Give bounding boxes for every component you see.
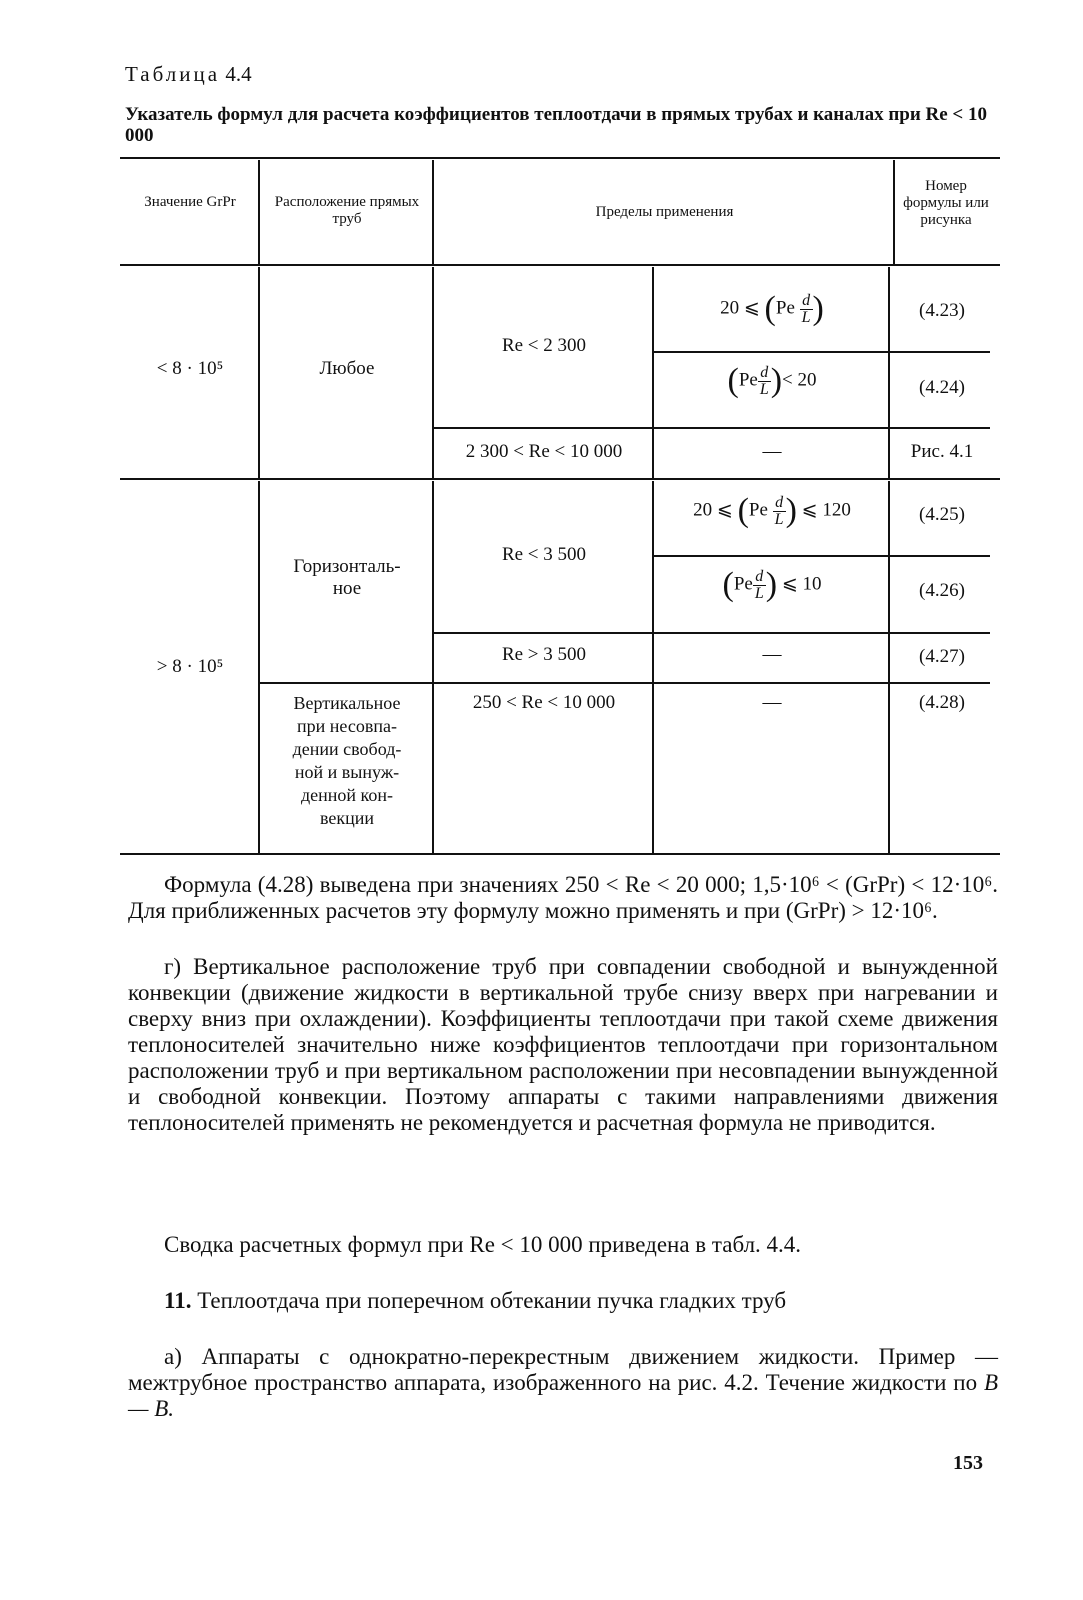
formula-4-25-pe: Pe [748, 499, 768, 521]
formula-4-23-left: 20 ⩽ [720, 297, 760, 319]
location-any: Любое [319, 358, 375, 379]
hline-re-3500 [432, 632, 990, 634]
paren-close: ) [770, 362, 783, 399]
header-grpr: Значение GrPr [144, 194, 236, 210]
formula-4-25-left: 20 ⩽ [693, 499, 733, 521]
fraction [758, 365, 771, 398]
hline-vertical-row [258, 682, 990, 684]
vline-g2-1 [258, 481, 260, 853]
fraction-den: L [801, 308, 811, 326]
section-title: Теплоотдача при поперечном обтекании пучка гладких труб [197, 1288, 787, 1313]
vline-g1-3 [652, 267, 654, 478]
section-number: 11. [164, 1288, 192, 1313]
formula-4-24-right: < 20 [782, 369, 817, 391]
fraction-den: L [774, 510, 784, 528]
paren-open: ( [764, 290, 776, 327]
vline-g1-2 [432, 267, 434, 478]
num-4-26: (4.26) [919, 580, 965, 601]
num-4-25: (4.25) [919, 504, 965, 525]
table-top-rule [120, 157, 1000, 159]
vline-g2-2 [432, 481, 434, 853]
re-2300-10000: 2 300 < Re < 10 000 [465, 441, 623, 462]
page-number: 153 [953, 1452, 983, 1474]
table-label-number: 4.4 [225, 62, 252, 86]
paragraph-apparatus-text: а) Аппараты с однократно-перекрестным движением жидкости. Пример — межтрубное пространство аппарата, изображенного на рис. 4.2. Течение жидкости по [128, 1344, 998, 1395]
paren-open: ( [737, 492, 749, 529]
group-separator-rule [120, 478, 1000, 480]
paragraph-apparatus [128, 1344, 998, 1422]
paragraph-apparatus-italic: B — B. [128, 1370, 998, 1421]
formula-4-23 [656, 292, 888, 326]
hline-re-2300 [432, 427, 990, 429]
paren-close: ) [785, 492, 797, 529]
vline-g1-1 [258, 267, 260, 478]
num-4-23: (4.23) [919, 300, 965, 321]
grpr-low: < 8 · 10⁵ [156, 358, 224, 379]
fraction-num: d [758, 365, 771, 382]
fraction-num: d [773, 495, 786, 512]
vline-hdr-1 [258, 160, 260, 264]
paragraph-formula-4-28: Формула (4.28) выведена при значениях 250 < Re < 20 000; 1,5·10⁶ < (GrPr) < 12·10⁶. Для приближенных расчетов эту формулу можно применять и при (GrPr) > 12·10⁶. [128, 872, 998, 923]
formula-4-25-right: ⩽ 120 [801, 499, 851, 521]
header-limits: Пределы применения [595, 204, 734, 220]
table-label-word: Таблица [125, 62, 221, 86]
vline-g2-3 [652, 481, 654, 853]
formula-4-26-right: ⩽ 10 [781, 573, 822, 595]
paren-open: ( [727, 362, 739, 399]
re-250-10000: 250 < Re < 10 000 [472, 692, 616, 713]
fraction-den: L [754, 584, 764, 602]
vline-hdr-3 [893, 160, 895, 264]
table-title: Указатель формул для расчета коэффициентов теплоотдачи в прямых трубах и каналах при Re < 10 000 [125, 104, 988, 146]
header-number: Номер формулы или рисунка [903, 178, 989, 228]
paragraph-vertical-location: г) Вертикальное расположение труб при совпадении свободной и вынужденной конвекции (движение жидкости в вертикальной трубе снизу вверх при нагревании и сверху вниз при охлаждении). Коэффициенты теплоотдачи при такой схеме движения теплоносителей значительно ниже коэффициентов теплоотдачи при горизонтальном расположении труб и при вертикальном расположении при несовпадении вынужденной и свободной конвекции. Поэтому аппараты с такими направлениями движения теплоносителей применять не рекомендуется и расчетная формула не приводится. [128, 954, 998, 1135]
grpr-high: > 8 · 10⁵ [156, 656, 224, 677]
paragraph-summary: Сводка расчетных формул при Re < 10 000 приведена в табл. 4.4. [164, 1232, 802, 1257]
location-vertical: Вертикальное при несовпа- дении свобод- ной и вынуж- денной кон- векции [292, 693, 402, 828]
dash-2: — [762, 644, 782, 665]
table-caption [125, 62, 252, 87]
dash-3: — [762, 692, 782, 713]
paren-close: ) [812, 290, 824, 327]
dash-1: — [762, 441, 782, 462]
num-4-28: (4.28) [919, 692, 965, 713]
header-location: Расположение прямых труб [274, 194, 420, 227]
fraction [800, 293, 813, 326]
fraction-num: d [800, 293, 813, 310]
section-11-heading [128, 1288, 998, 1314]
header-bottom-rule [120, 264, 1000, 266]
vline-g1-4 [888, 267, 890, 478]
formula-4-26-pe: Pe [733, 573, 753, 595]
fig-4-1: Рис. 4.1 [910, 441, 974, 462]
formula-4-24 [656, 364, 888, 398]
re-lt-3500: Re < 3 500 [501, 544, 587, 565]
fraction-den: L [759, 380, 769, 398]
re-lt-2300: Re < 2 300 [501, 335, 587, 356]
num-4-27: (4.27) [919, 646, 965, 667]
fraction [753, 569, 766, 602]
formula-4-26 [656, 568, 888, 602]
paren-close: ) [765, 566, 778, 603]
re-gt-3500: Re > 3 500 [501, 644, 587, 665]
formula-4-25 [656, 494, 888, 528]
hline-4-23-24 [652, 351, 990, 353]
hline-4-25-26 [652, 555, 990, 557]
fraction [773, 495, 786, 528]
formula-4-24-pe: Pe [738, 369, 758, 391]
fraction-num: d [753, 569, 766, 586]
vline-hdr-2 [432, 160, 434, 264]
num-4-24: (4.24) [919, 377, 965, 398]
table-bottom-rule [120, 853, 1000, 855]
paren-open: ( [722, 566, 734, 603]
location-horizontal: Горизонталь- ное [293, 556, 401, 599]
formula-4-23-pe: Pe [775, 297, 795, 319]
vline-g2-4 [888, 481, 890, 853]
